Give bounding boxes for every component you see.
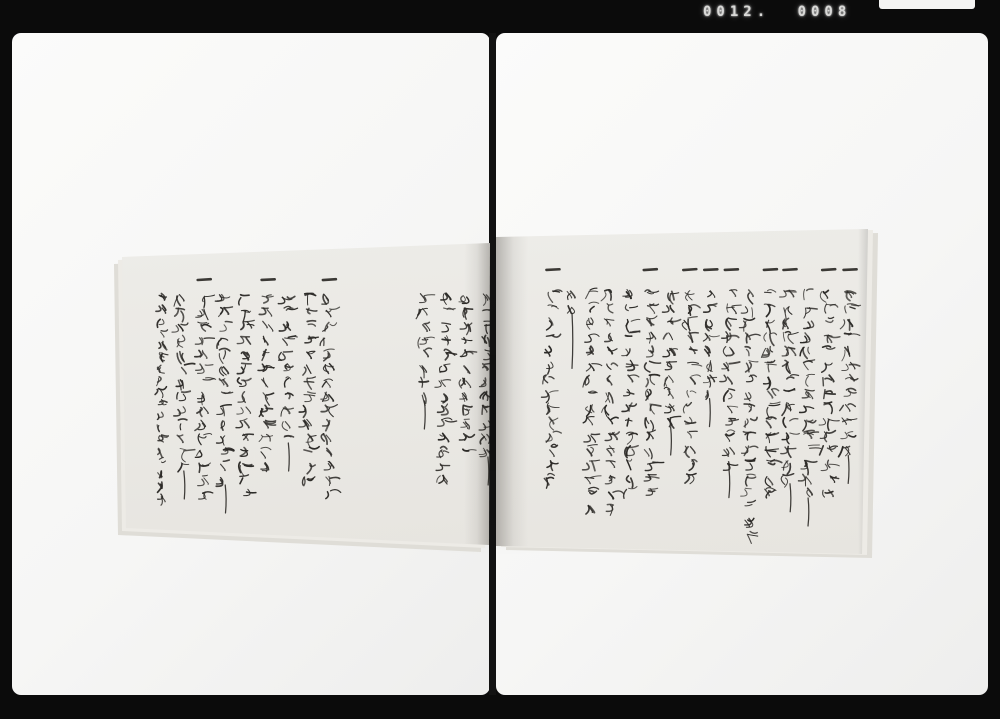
text-column	[195, 275, 213, 510]
page-right	[496, 227, 868, 554]
text-column	[216, 275, 235, 524]
text-column	[622, 265, 641, 509]
page-left	[120, 242, 490, 545]
text-column	[582, 265, 601, 523]
text-column	[760, 265, 779, 509]
text-column	[820, 265, 839, 509]
text-column	[601, 265, 621, 523]
text-column	[563, 265, 581, 379]
text-column	[173, 275, 193, 510]
text-column	[799, 265, 820, 537]
text-column	[839, 265, 859, 494]
text-column	[436, 275, 456, 496]
text-column	[415, 275, 435, 440]
text-column	[781, 265, 799, 523]
text-column	[236, 275, 255, 510]
text-column	[741, 265, 759, 552]
text-column	[680, 265, 700, 495]
text-column	[257, 275, 277, 482]
text-column	[542, 265, 562, 495]
film-edge-tab	[879, 0, 975, 9]
text-column	[320, 275, 339, 510]
text-column	[153, 275, 172, 512]
text-column	[457, 275, 476, 468]
text-column	[661, 265, 680, 466]
text-column	[641, 265, 660, 509]
text-column	[720, 265, 741, 509]
text-column	[701, 265, 721, 438]
film-frame-counter: 0012. 0008	[703, 4, 852, 20]
text-column	[278, 275, 297, 482]
text-column	[300, 275, 318, 496]
